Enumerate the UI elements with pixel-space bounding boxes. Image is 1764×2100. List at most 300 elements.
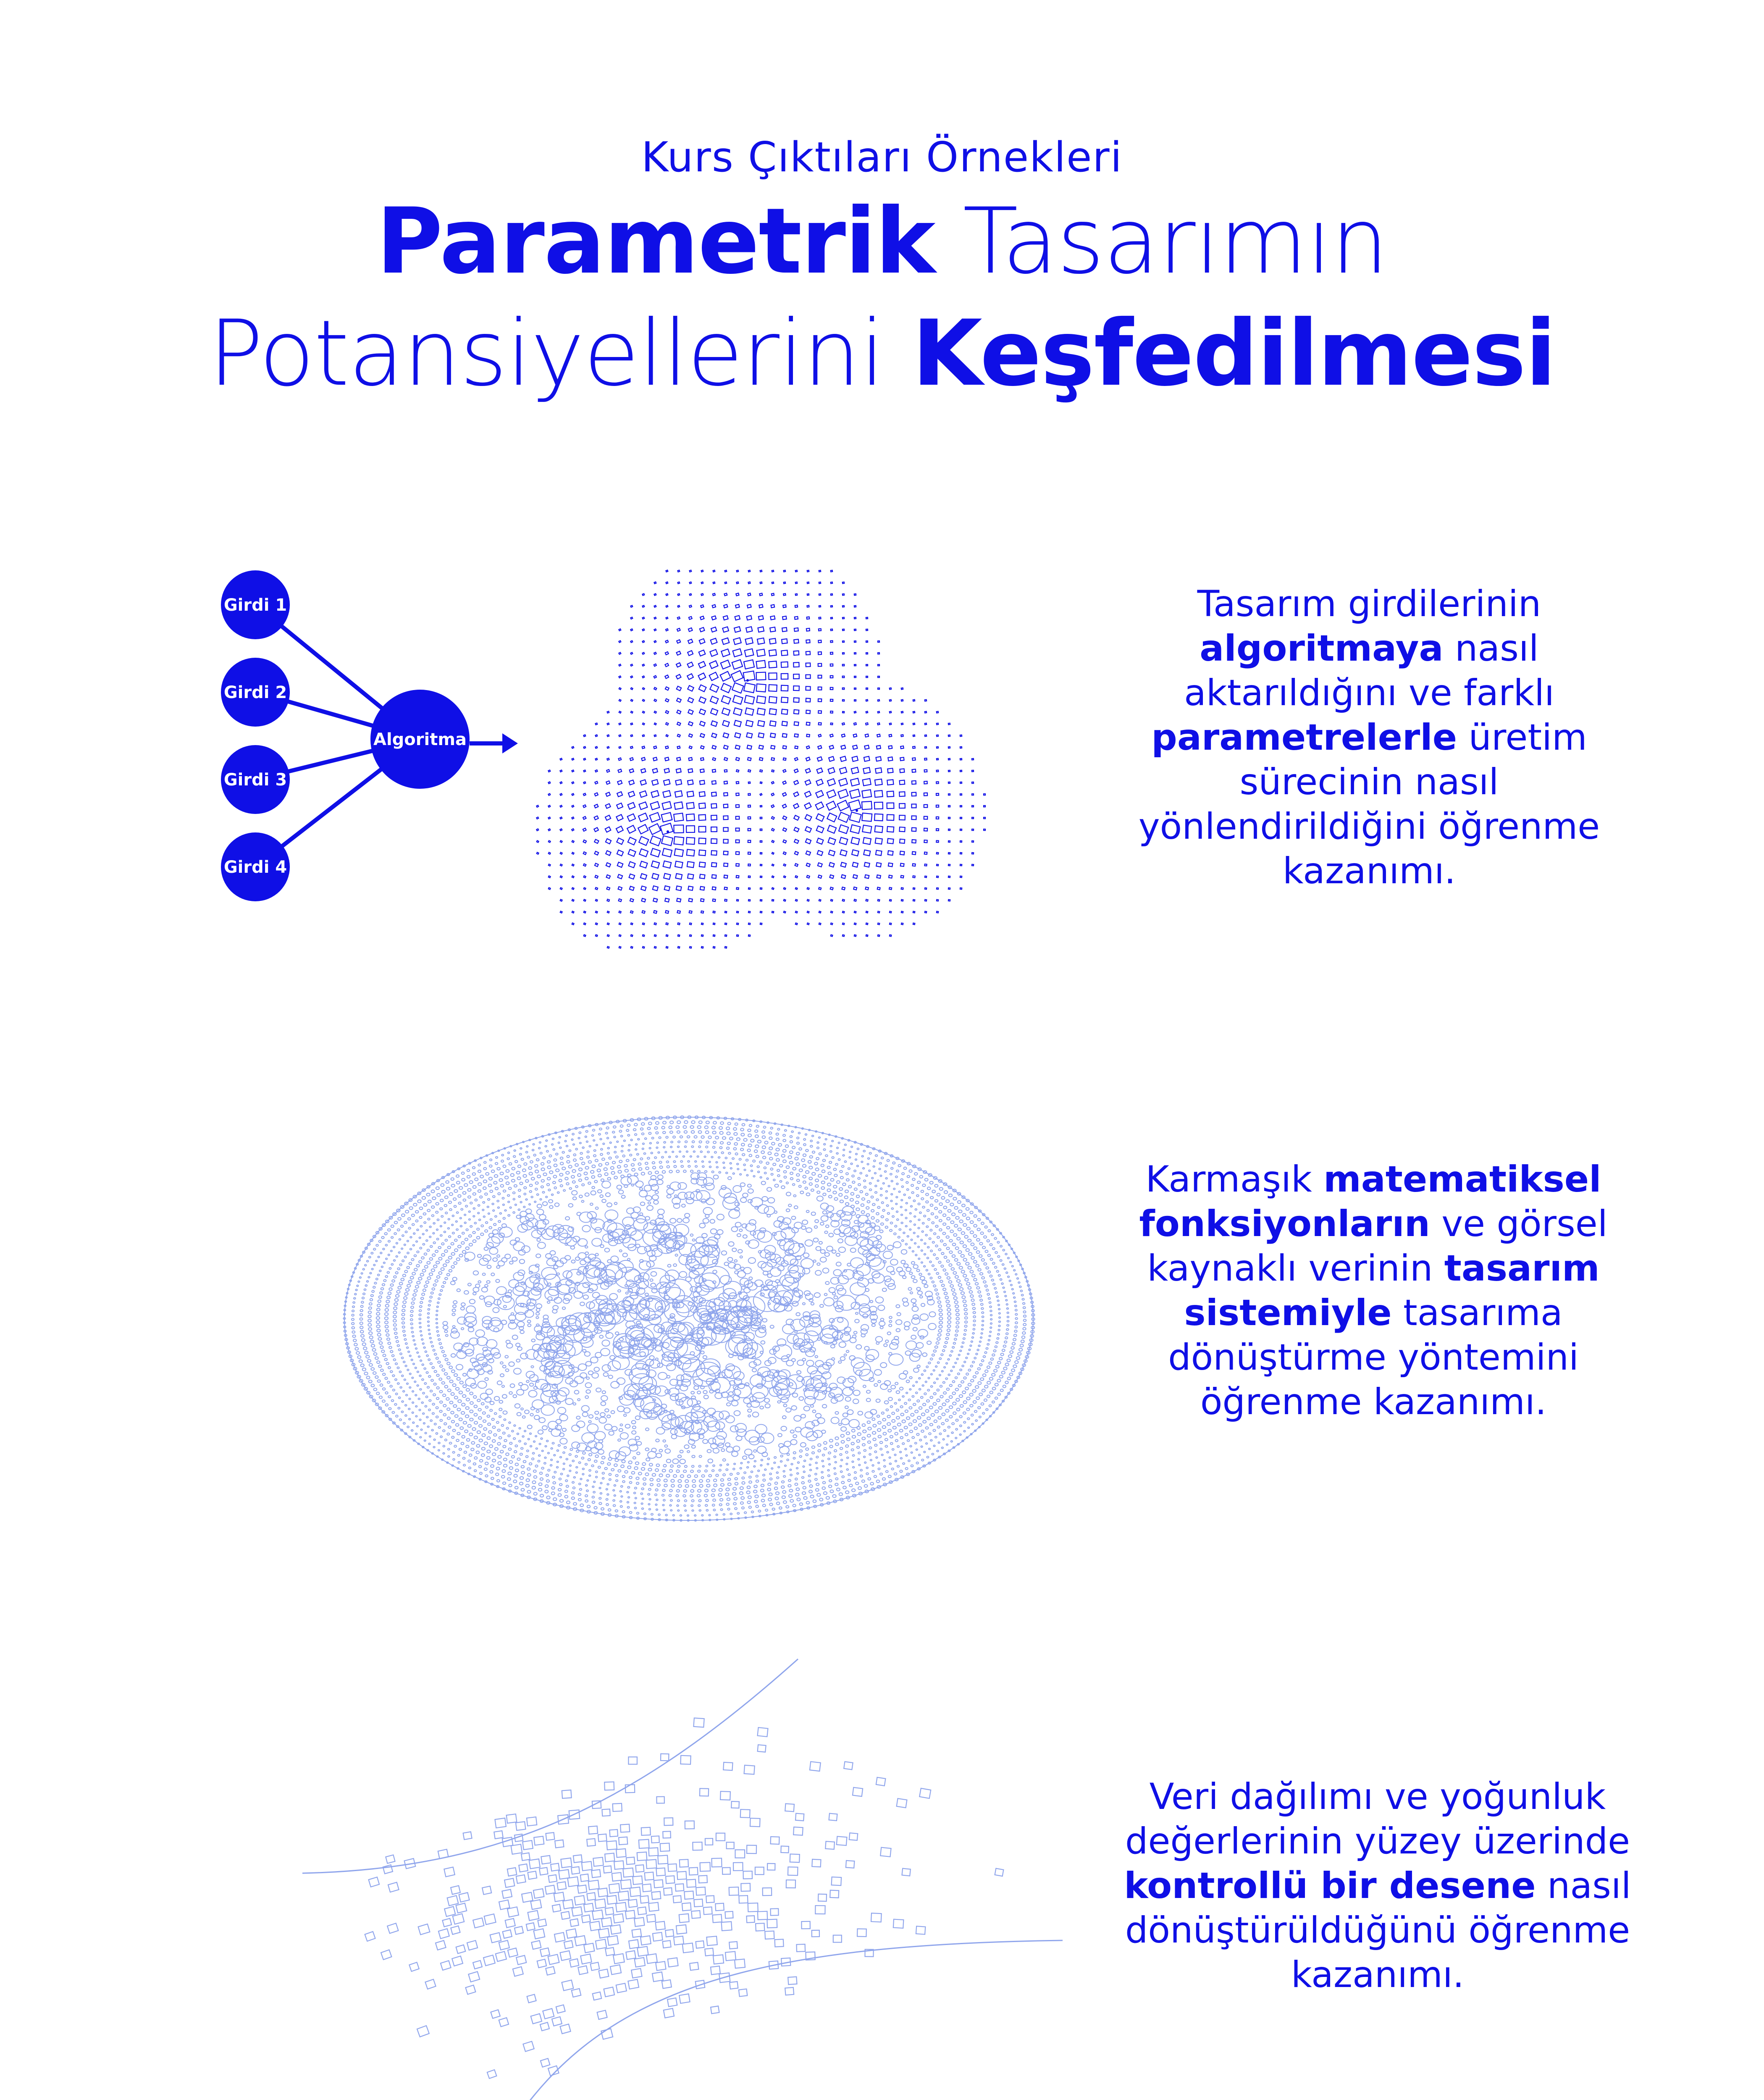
disc-cell <box>949 1251 952 1253</box>
disc-cell <box>715 1136 719 1139</box>
disc-cell <box>519 1440 521 1442</box>
disc-cell <box>982 1320 984 1322</box>
disc-cell <box>435 1280 438 1282</box>
disc-cell <box>776 1472 778 1473</box>
disc-cell <box>493 1196 495 1198</box>
lobe-cell <box>619 699 621 701</box>
disc-cell <box>934 1289 937 1291</box>
disc-cell <box>803 1471 805 1473</box>
disc-cell <box>585 1252 588 1255</box>
disc-cell <box>784 1441 791 1446</box>
disc-cell <box>1007 1316 1009 1318</box>
disc-cell <box>883 1432 886 1435</box>
disc-cell <box>386 1334 389 1336</box>
disc-cell <box>849 1157 850 1158</box>
lobe-cell <box>878 700 880 701</box>
disc-cell <box>624 1140 626 1142</box>
lobe-cell <box>711 638 717 644</box>
disc-cell <box>520 1201 522 1203</box>
lobe-cell <box>663 790 671 797</box>
disc-cell <box>937 1426 940 1428</box>
disc-cell <box>769 1147 772 1150</box>
disc-cell <box>880 1326 883 1329</box>
disc-cell <box>932 1265 934 1266</box>
disc-cell <box>532 1339 536 1342</box>
disc-cell <box>446 1334 448 1336</box>
disc-cell <box>427 1209 430 1212</box>
disc-cell <box>977 1349 979 1351</box>
disc-cell <box>528 1474 531 1476</box>
disc-cell <box>914 1265 918 1268</box>
disc-cell <box>411 1259 414 1261</box>
lobe-cell <box>783 816 787 820</box>
disc-cell <box>588 1459 591 1461</box>
disc-cell <box>487 1457 490 1460</box>
lobe-cell <box>806 734 809 737</box>
disc-cell <box>963 1213 966 1216</box>
disc-cell <box>487 1450 490 1453</box>
lobe-cell <box>819 923 821 925</box>
disc-cell <box>403 1361 405 1363</box>
disc-cell <box>598 1190 602 1193</box>
disc-cell <box>960 1425 962 1427</box>
disc-cell <box>640 1352 646 1357</box>
disc-cell <box>843 1155 845 1156</box>
disc-cell <box>906 1455 907 1457</box>
disc-cell <box>1006 1328 1009 1330</box>
lobe-cell <box>722 627 729 632</box>
lobe-cell <box>853 875 857 879</box>
disc-cell <box>526 1209 532 1213</box>
disc-cell <box>431 1292 433 1294</box>
lobe-cell <box>806 698 811 702</box>
disc-cell <box>749 1481 752 1483</box>
lobe-cell <box>674 825 683 833</box>
disc-cell <box>687 1136 690 1138</box>
lobe-cell <box>675 874 682 879</box>
disc-cell <box>929 1433 931 1435</box>
disc-cell <box>438 1247 441 1249</box>
disc-cell <box>482 1447 485 1450</box>
disc-cell <box>815 1185 819 1187</box>
disc-cell <box>690 1170 693 1172</box>
disc-cell <box>410 1373 411 1375</box>
disc-cell <box>983 1356 986 1358</box>
disc-cell <box>829 1233 833 1237</box>
disc-cell <box>703 1391 707 1394</box>
disc-cell <box>948 1312 951 1315</box>
disc-cell <box>523 1175 526 1178</box>
disc-cell <box>493 1210 494 1211</box>
disc-cell <box>936 1378 938 1380</box>
disc-cell <box>445 1386 448 1388</box>
disc-cell <box>883 1460 885 1461</box>
disc-cell <box>403 1334 406 1336</box>
disc-cell <box>890 1173 892 1175</box>
disc-cell <box>876 1399 880 1402</box>
disc-cell <box>396 1242 398 1244</box>
disc-cell <box>972 1389 976 1392</box>
disc-cell <box>509 1261 513 1264</box>
lobe-cell <box>913 923 915 925</box>
disc-cell <box>437 1238 439 1240</box>
disc-cell <box>371 1294 373 1297</box>
lobe-cell <box>838 789 848 798</box>
disc-cell <box>433 1284 436 1286</box>
lobe-cell <box>736 782 739 784</box>
lobe-cell <box>817 838 824 844</box>
disc-cell <box>559 1483 562 1486</box>
disc-cell <box>648 1488 651 1491</box>
disc-cell <box>948 1210 951 1213</box>
lobe-cell <box>675 780 682 785</box>
lobe-cell <box>866 911 868 913</box>
disc-cell <box>515 1445 517 1447</box>
disc-cell <box>959 1266 963 1269</box>
lobe-cell <box>746 733 752 738</box>
disc-cell <box>473 1396 477 1398</box>
disc-cell <box>460 1381 463 1384</box>
disc-cell <box>852 1429 855 1432</box>
disc-cell <box>430 1296 432 1298</box>
disc-cell <box>946 1247 949 1250</box>
disc-cell <box>972 1303 975 1306</box>
disc-cell <box>958 1384 961 1387</box>
disc-cell <box>786 1182 788 1184</box>
disc-cell <box>846 1463 848 1465</box>
disc-cell <box>850 1338 856 1343</box>
disc-cell <box>471 1448 474 1451</box>
disc-cell <box>967 1353 969 1355</box>
disc-cell <box>428 1329 430 1331</box>
disc-cell <box>816 1456 818 1458</box>
disc-cell <box>509 1461 512 1463</box>
disc-cell <box>929 1261 932 1263</box>
lobe-cell <box>631 923 633 925</box>
disc-cell <box>934 1233 936 1235</box>
disc-cell <box>662 1354 665 1357</box>
disc-cell <box>915 1209 917 1210</box>
disc-cell <box>1015 1313 1017 1315</box>
disc-cell <box>579 1195 583 1198</box>
lobe-cell <box>843 700 844 701</box>
disc-cell <box>937 1389 939 1391</box>
disc-cell <box>685 1480 688 1483</box>
disc-cell <box>452 1420 454 1423</box>
lobe-cell <box>819 629 821 631</box>
lobe-cell <box>912 758 916 760</box>
disc-cell <box>473 1186 476 1189</box>
disc-cell <box>900 1179 903 1180</box>
disc-cell <box>425 1265 428 1268</box>
disc-cell <box>933 1285 936 1287</box>
disc-cell <box>368 1319 371 1322</box>
disc-cell <box>974 1357 976 1359</box>
disc-cell <box>503 1411 507 1414</box>
disc-cell <box>901 1214 903 1216</box>
disc-cell <box>793 1393 798 1397</box>
disc-cell <box>470 1418 473 1421</box>
lobe-cell <box>747 745 752 749</box>
disc-cell <box>684 1445 689 1449</box>
disc-cell <box>853 1467 855 1468</box>
lobe-cell <box>736 793 739 795</box>
lobe-cell <box>793 803 799 808</box>
disc-cell <box>939 1374 941 1376</box>
disc-cell <box>624 1165 627 1167</box>
disc-cell <box>832 1250 836 1253</box>
lobe-cell <box>607 911 609 913</box>
disc-cell <box>427 1249 430 1251</box>
disc-cell <box>785 1145 789 1147</box>
disc-cell <box>914 1243 916 1244</box>
disc-cell <box>705 1504 708 1507</box>
disc-cell <box>835 1412 838 1414</box>
disc-cell <box>497 1168 500 1170</box>
disc-cell <box>421 1402 423 1404</box>
disc-cell <box>512 1430 514 1432</box>
disc-cell <box>503 1218 505 1220</box>
lobe-cell <box>737 935 738 937</box>
disc-cell <box>834 1296 838 1299</box>
disc-cell <box>703 1439 708 1444</box>
disc-cell <box>399 1371 401 1373</box>
lobe-cell <box>676 651 680 655</box>
lobe-cell <box>760 900 762 901</box>
disc-cell <box>836 1262 841 1266</box>
disc-cell <box>887 1415 890 1418</box>
disc-cell <box>815 1478 817 1480</box>
disc-cell <box>748 1184 751 1187</box>
disc-cell <box>635 1244 640 1247</box>
disc-cell <box>402 1309 405 1312</box>
disc-cell <box>711 1229 717 1234</box>
lobe-cell <box>584 876 586 878</box>
disc-cell <box>698 1489 701 1492</box>
disc-cell <box>872 1274 884 1284</box>
disc-cell <box>736 1436 742 1441</box>
lobe-cell <box>972 853 974 854</box>
disc-cell <box>434 1353 437 1355</box>
disc-cell <box>480 1233 483 1236</box>
disc-cell <box>535 1165 538 1167</box>
section-algorithm-segment: nasıl aktarıldığını ve farklı <box>1184 627 1554 714</box>
disc-cell <box>390 1284 393 1286</box>
lobe-cell <box>793 674 799 679</box>
disc-cell <box>973 1312 976 1314</box>
disc-cell <box>445 1196 448 1198</box>
disc-cell <box>876 1297 884 1303</box>
disc-cell <box>580 1478 582 1480</box>
disc-cell <box>466 1389 470 1391</box>
disc-cell <box>721 1152 724 1153</box>
lobe-cell <box>843 688 845 690</box>
disc-cell <box>677 1131 680 1133</box>
disc-cell <box>756 1329 766 1337</box>
disc-cell <box>518 1196 520 1197</box>
lobe-cell <box>583 758 585 760</box>
disc-cell <box>692 1445 696 1448</box>
disc-cell <box>578 1494 581 1496</box>
lobe-cell <box>795 605 798 607</box>
disc-cell <box>803 1154 806 1156</box>
disc-cell <box>836 1253 840 1256</box>
disc-cell <box>425 1405 427 1407</box>
disc-cell <box>874 1383 877 1386</box>
disc-cell <box>409 1387 411 1389</box>
lobe-cell <box>948 876 950 878</box>
disc-cell <box>938 1249 941 1251</box>
lobe-cell <box>758 721 764 727</box>
disc-cell <box>847 1438 850 1441</box>
disc-cell <box>677 1505 679 1507</box>
disc-cell <box>423 1213 426 1215</box>
disc-cell <box>634 1502 636 1504</box>
disc-cell <box>926 1226 928 1228</box>
disc-cell <box>524 1193 526 1195</box>
disc-cell <box>483 1187 486 1189</box>
disc-cell <box>504 1439 507 1441</box>
disc-cell <box>517 1171 520 1174</box>
lobe-center-dot <box>746 679 749 682</box>
disc-cell <box>594 1367 599 1371</box>
disc-cell <box>890 1436 893 1438</box>
disc-cell <box>570 1188 572 1189</box>
disc-cell <box>841 1441 845 1443</box>
disc-cell <box>492 1418 494 1420</box>
disc-cell <box>458 1245 461 1248</box>
lobe-cell <box>549 887 551 890</box>
lobe-cell <box>713 935 715 937</box>
disc-cell <box>402 1313 404 1316</box>
disc-cell <box>628 1150 630 1151</box>
disc-cell <box>471 1441 475 1444</box>
disc-cell <box>680 1160 682 1162</box>
disc-cell <box>928 1362 931 1364</box>
disc-cell <box>424 1285 428 1287</box>
disc-cell <box>591 1171 594 1173</box>
disc-cell <box>516 1359 520 1362</box>
disc-cell <box>449 1256 452 1259</box>
disc-cell <box>915 1410 918 1412</box>
disc-cell <box>680 1450 683 1453</box>
disc-cell <box>670 1499 672 1501</box>
disc-cell <box>454 1262 457 1264</box>
disc-cell <box>943 1223 946 1226</box>
lobe-cell <box>769 709 777 714</box>
lobe-cell <box>735 616 740 620</box>
disc-cell <box>922 1385 924 1386</box>
disc-cell <box>790 1430 794 1433</box>
disc-cell <box>481 1225 483 1227</box>
disc-cell <box>530 1446 532 1447</box>
disc-cell <box>760 1406 764 1409</box>
lobe-cell <box>760 806 762 807</box>
lobe-cell <box>583 746 585 748</box>
disc-cell <box>846 1469 848 1470</box>
disc-cell <box>667 1194 671 1198</box>
disc-cell <box>508 1435 510 1437</box>
disc-cell <box>404 1293 408 1296</box>
disc-cell <box>847 1457 849 1459</box>
disc-cell <box>972 1333 974 1334</box>
lobe-cell <box>760 911 762 913</box>
disc-cell <box>725 1157 727 1159</box>
disc-cell <box>966 1263 969 1265</box>
disc-cell <box>784 1176 786 1178</box>
disc-cell <box>462 1232 465 1234</box>
disc-cell <box>695 1166 697 1167</box>
disc-cell <box>478 1212 479 1214</box>
disc-cell <box>575 1390 579 1394</box>
disc-cell <box>585 1362 591 1366</box>
lobe-cell <box>960 747 962 748</box>
lobe-cell <box>549 852 551 854</box>
disc-cell <box>914 1224 916 1226</box>
disc-cell <box>849 1151 851 1153</box>
disc-cell <box>783 1139 786 1142</box>
disc-cell <box>905 1226 907 1227</box>
lobe-cell <box>877 723 879 725</box>
lobe-cell <box>699 803 706 808</box>
lobe-cell <box>818 711 822 713</box>
disc-cell <box>830 1151 832 1152</box>
disc-cell <box>506 1182 509 1184</box>
disc-cell <box>572 1181 575 1183</box>
disc-cell <box>567 1155 569 1158</box>
disc-cell <box>598 1466 601 1468</box>
disc-cell <box>737 1339 758 1355</box>
disc-cell <box>1007 1324 1009 1326</box>
disc-cell <box>541 1180 545 1182</box>
disc-cell <box>918 1219 920 1221</box>
disc-cell <box>758 1171 760 1173</box>
disc-cell <box>905 1217 907 1219</box>
lobe-cell <box>560 864 562 866</box>
lobe-cell <box>699 862 706 867</box>
disc-cell <box>858 1184 861 1186</box>
disc-cell <box>945 1378 948 1380</box>
disc-cell <box>911 1262 915 1265</box>
disc-cell <box>858 1411 863 1415</box>
disc-cell <box>443 1414 446 1416</box>
disc-cell <box>976 1397 979 1399</box>
lobe-cell <box>948 735 950 737</box>
disc-cell <box>499 1179 502 1181</box>
disc-cell <box>531 1366 533 1368</box>
disc-cell <box>536 1159 539 1161</box>
disc-cell <box>976 1286 979 1289</box>
disc-cell <box>921 1239 923 1241</box>
disc-cell <box>863 1430 866 1433</box>
lobe-cell <box>862 825 872 833</box>
disc-cell <box>996 1296 998 1297</box>
disc-cell <box>806 1193 810 1196</box>
lobe-cell <box>900 863 904 866</box>
disc-cell <box>896 1197 898 1198</box>
disc-cell <box>845 1445 848 1447</box>
disc-cell <box>559 1147 562 1149</box>
disc-cell <box>770 1168 773 1170</box>
lobe-cell <box>889 735 892 737</box>
lobe-cell <box>899 792 905 796</box>
disc-cell <box>533 1452 535 1454</box>
disc-cell <box>436 1397 439 1399</box>
disc-cell <box>987 1293 990 1295</box>
lobe-cell <box>748 935 750 937</box>
lobe-cell <box>630 617 633 619</box>
lobe-cell <box>805 780 811 785</box>
